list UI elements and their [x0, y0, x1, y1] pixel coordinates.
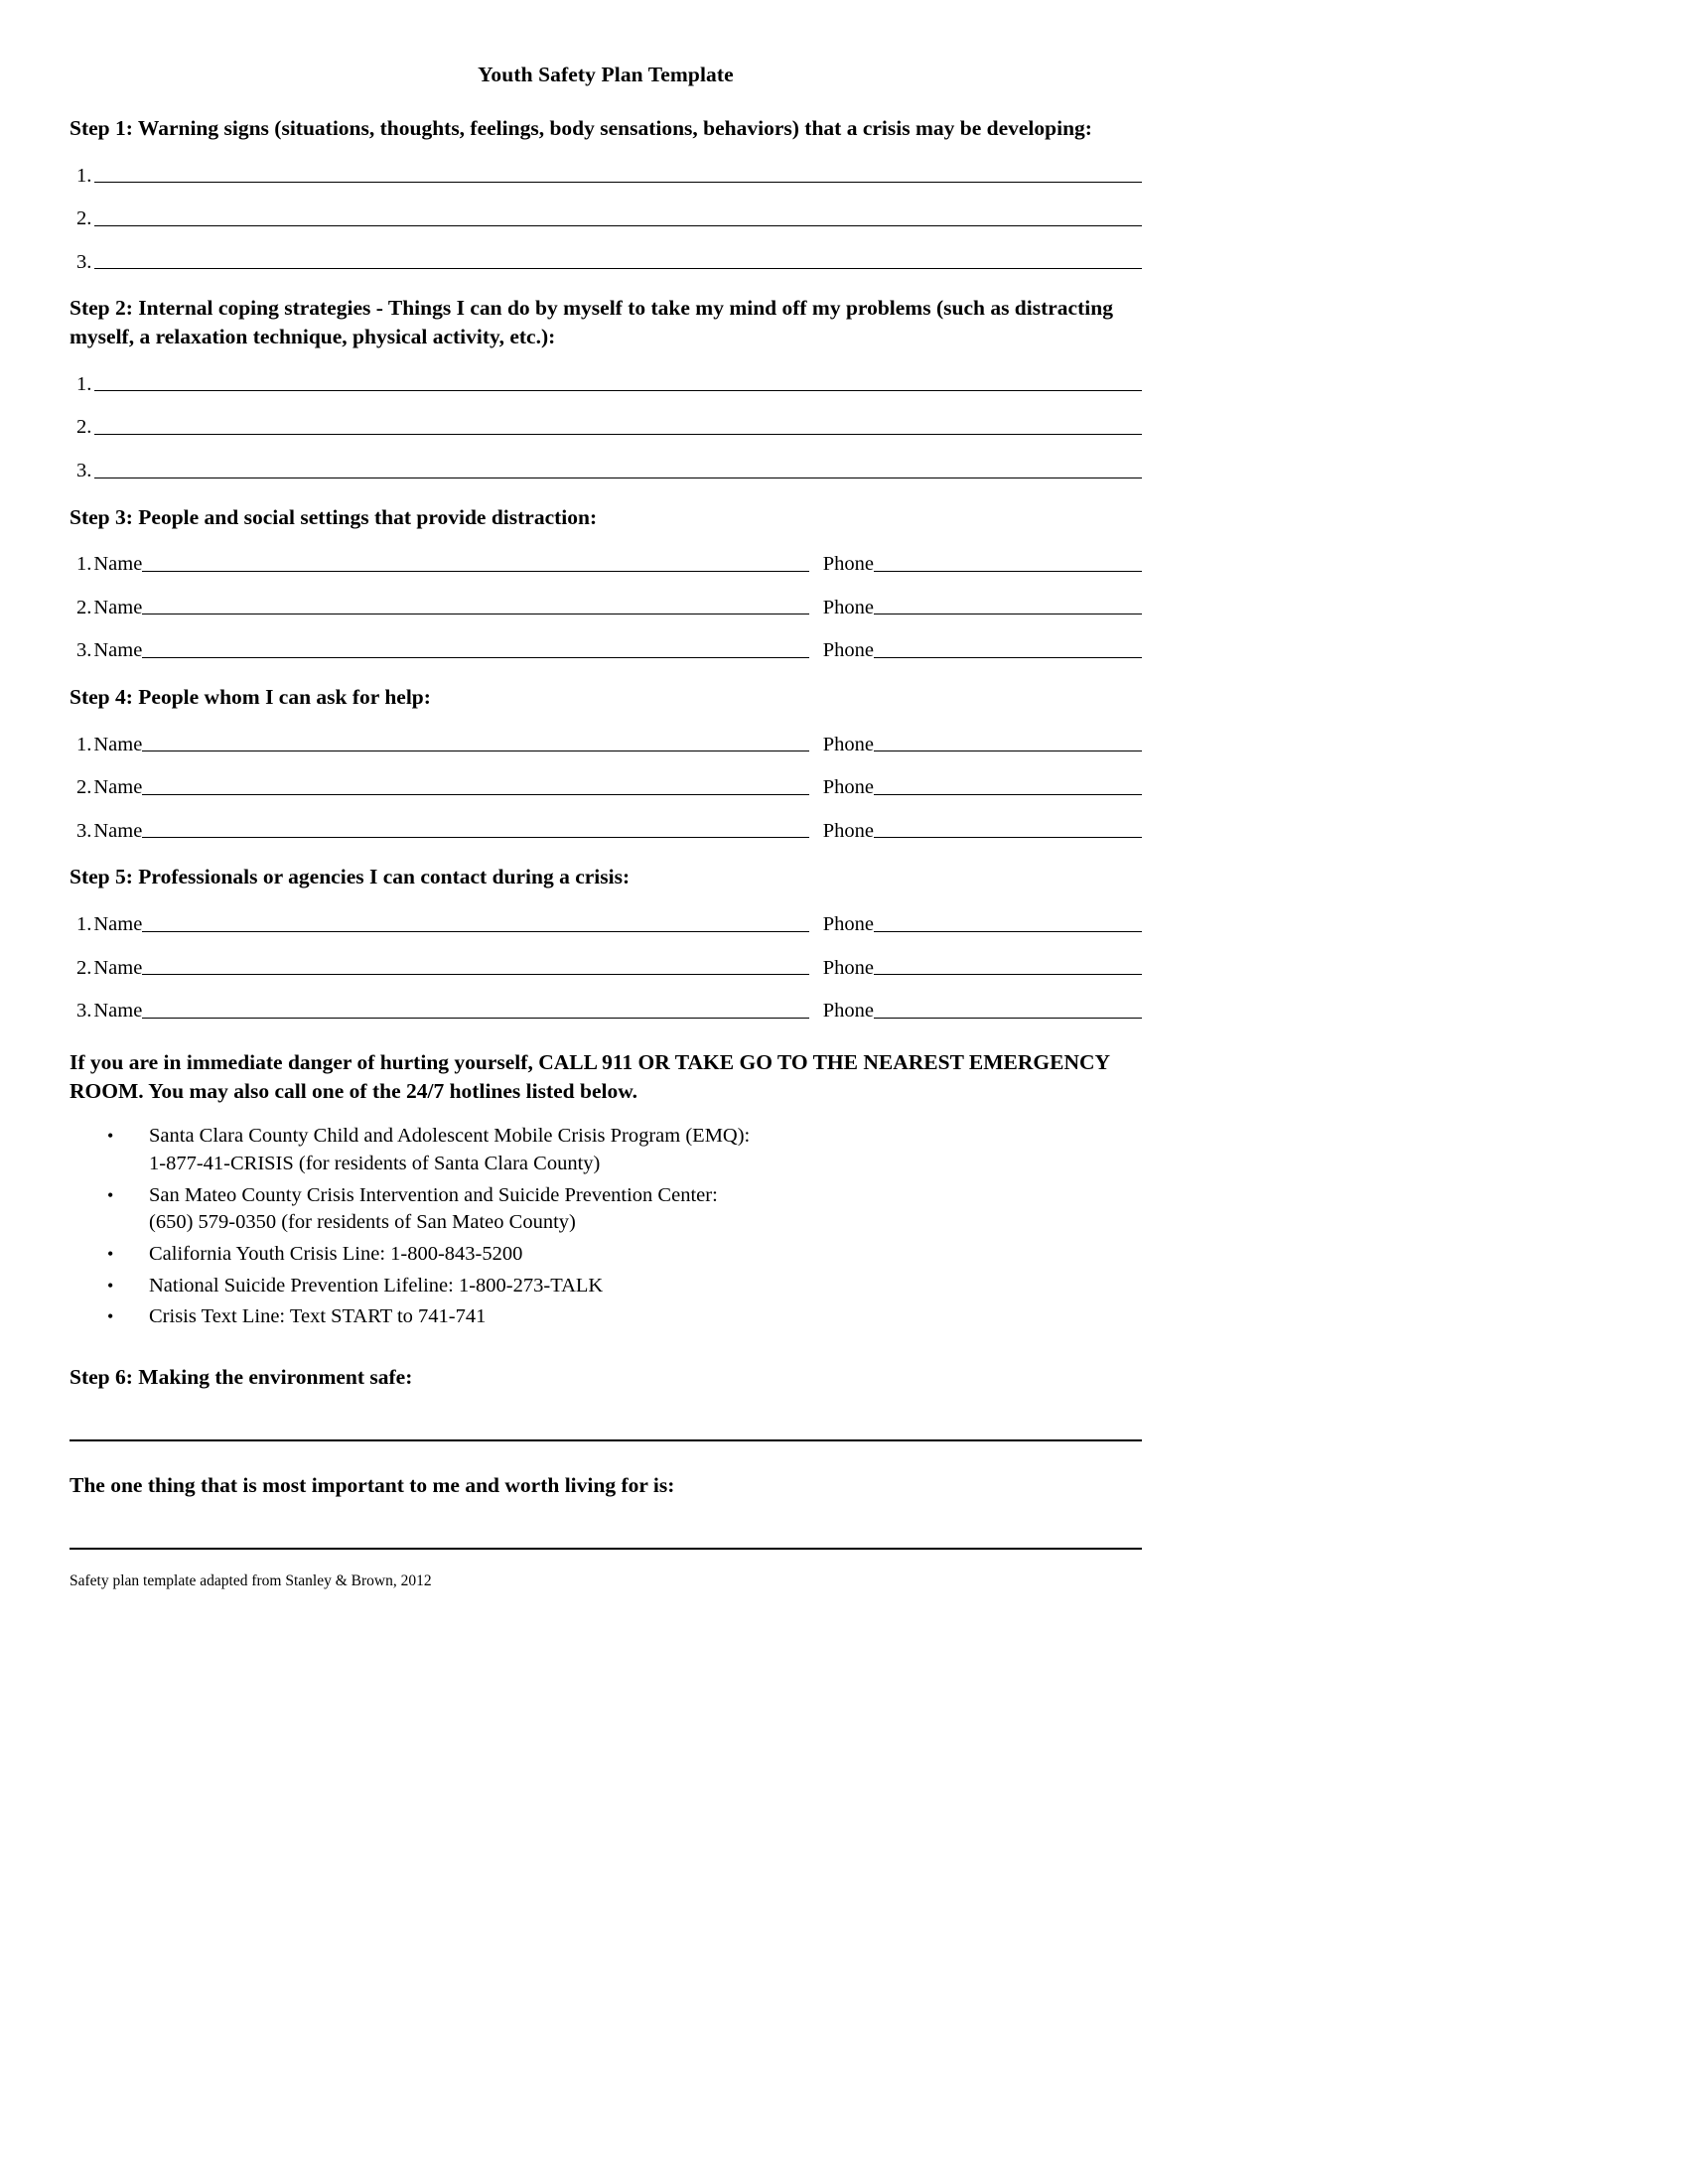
step-6-answer-line[interactable]: [70, 1439, 1142, 1441]
phone-input-line[interactable]: [874, 657, 1142, 658]
name-label: Name: [93, 733, 143, 755]
step-3-contact-row-3[interactable]: [70, 639, 1142, 662]
name-label: Name: [93, 913, 143, 936]
step-4-contact-row-3[interactable]: [70, 820, 1142, 843]
hotline-line-1: National Suicide Prevention Lifeline: 1-800-273-TALK: [149, 1274, 604, 1297]
bullet-icon: •: [107, 1306, 114, 1327]
bullet-icon: •: [107, 1126, 114, 1147]
worth-living-answer-line[interactable]: [70, 1548, 1142, 1550]
step-1-heading: Step 1: Warning signs (situations, thoughts, feelings, body sensations, behaviors) that a crisis may be developing:: [70, 115, 1092, 140]
step-5-contact-row-1[interactable]: [70, 913, 1142, 936]
write-in-line[interactable]: [94, 182, 1142, 183]
row-number: 1.: [76, 733, 92, 755]
name-input-line[interactable]: [142, 571, 808, 572]
step-3-contact-row-2[interactable]: [70, 597, 1142, 619]
name-label: Name: [93, 553, 143, 576]
phone-input-line[interactable]: [874, 1018, 1142, 1019]
step-2-row-3[interactable]: [70, 460, 1142, 482]
hotline-line-1: California Youth Crisis Line: 1-800-843-5200: [149, 1243, 523, 1266]
write-in-line[interactable]: [94, 225, 1142, 226]
step-3-contact-row-1[interactable]: [70, 553, 1142, 576]
step-1-row-1[interactable]: [70, 165, 1142, 188]
step-1-row-2[interactable]: [70, 207, 1142, 230]
phone-input-line[interactable]: [874, 931, 1142, 932]
step-2-row-1[interactable]: [70, 373, 1142, 396]
row-number: 2.: [76, 596, 92, 618]
bullet-icon: •: [107, 1244, 114, 1265]
list-item: [70, 1123, 1142, 1177]
row-number: 1.: [76, 164, 92, 187]
phone-input-line[interactable]: [874, 571, 1142, 572]
phone-label: Phone: [822, 819, 874, 842]
phone-input-line[interactable]: [874, 837, 1142, 838]
name-label: Name: [93, 776, 143, 799]
row-number: 3.: [76, 639, 92, 662]
page-title: Youth Safety Plan Template: [478, 63, 734, 86]
name-label: Name: [93, 1000, 143, 1023]
row-number: 1.: [76, 553, 92, 576]
step-5-contact-row-3[interactable]: [70, 1000, 1142, 1023]
step-1-row-3[interactable]: [70, 251, 1142, 274]
list-item: [70, 1303, 1142, 1331]
write-in-line[interactable]: [94, 390, 1142, 391]
write-in-line[interactable]: [94, 434, 1142, 435]
hotline-line-2: (650) 579-0350 (for residents of San Mateo County): [149, 1211, 576, 1234]
list-item: [70, 1273, 1142, 1300]
name-input-line[interactable]: [142, 657, 808, 658]
name-label: Name: [93, 956, 143, 979]
phone-label: Phone: [822, 1000, 874, 1023]
step-4-heading: Step 4: People whom I can ask for help:: [70, 684, 431, 709]
name-label: Name: [93, 819, 143, 842]
list-item: [70, 1241, 1142, 1269]
phone-input-line[interactable]: [874, 794, 1142, 795]
step-4-contact-row-2[interactable]: [70, 776, 1142, 799]
phone-label: Phone: [822, 553, 874, 576]
row-number: 2.: [76, 416, 92, 439]
step-4-contact-row-1[interactable]: [70, 734, 1142, 756]
write-in-line[interactable]: [94, 268, 1142, 269]
step-5-heading: Step 5: Professionals or agencies I can contact during a crisis:: [70, 865, 631, 889]
hotline-line-2: 1-877-41-CRISIS (for residents of Santa Clara County): [149, 1153, 601, 1175]
phone-label: Phone: [822, 913, 874, 936]
row-number: 3.: [76, 460, 92, 481]
worth-living-heading: The one thing that is most important to me and worth living for is:: [70, 1472, 675, 1497]
row-number: 1.: [76, 913, 92, 936]
step-2-row-2[interactable]: [70, 416, 1142, 439]
phone-label: Phone: [822, 639, 874, 662]
row-number: 2.: [76, 207, 92, 230]
row-number: 2.: [76, 956, 92, 979]
row-number: 2.: [76, 776, 92, 799]
name-input-line[interactable]: [142, 794, 808, 795]
list-item: [70, 1182, 1142, 1237]
row-number: 1.: [76, 372, 92, 395]
bullet-icon: •: [107, 1275, 114, 1296]
hotline-line-1: Santa Clara County Child and Adolescent Mobile Crisis Program (EMQ):: [149, 1125, 751, 1148]
step-2-heading: Step 2: Internal coping strategies - Things I can do by myself to take my mind off my problems (such as distracting myself, a relaxation technique, physical activity, etc.):: [70, 296, 1113, 349]
emergency-notice: If you are in immediate danger of hurting yourself, CALL 911 OR TAKE GO TO THE NEAREST EMERGENCY ROOM. You may also call one of the 24/7 hotlines listed below.: [70, 1049, 1110, 1103]
phone-label: Phone: [822, 776, 874, 799]
phone-label: Phone: [822, 733, 874, 755]
name-input-line[interactable]: [142, 837, 808, 838]
hotline-line-1: Crisis Text Line: Text START to 741-741: [149, 1305, 487, 1328]
name-input-line[interactable]: [142, 1018, 808, 1019]
step-5-contact-row-2[interactable]: [70, 957, 1142, 980]
footer-attribution: Safety plan template adapted from Stanley & Brown, 2012: [70, 1571, 432, 1589]
row-number: 3.: [76, 250, 92, 273]
bullet-icon: •: [107, 1184, 114, 1205]
step-6-heading: Step 6: Making the environment safe:: [70, 1365, 413, 1390]
row-number: 3.: [76, 819, 92, 842]
name-input-line[interactable]: [142, 974, 808, 975]
name-input-line[interactable]: [142, 931, 808, 932]
step-3-heading: Step 3: People and social settings that provide distraction:: [70, 504, 598, 529]
phone-label: Phone: [822, 956, 874, 979]
phone-input-line[interactable]: [874, 974, 1142, 975]
row-number: 3.: [76, 1000, 92, 1023]
name-label: Name: [93, 639, 143, 662]
hotline-line-1: San Mateo County Crisis Intervention and Suicide Prevention Center:: [149, 1183, 718, 1206]
hotline-list: [70, 1123, 1142, 1331]
phone-label: Phone: [822, 596, 874, 618]
name-label: Name: [93, 596, 143, 618]
